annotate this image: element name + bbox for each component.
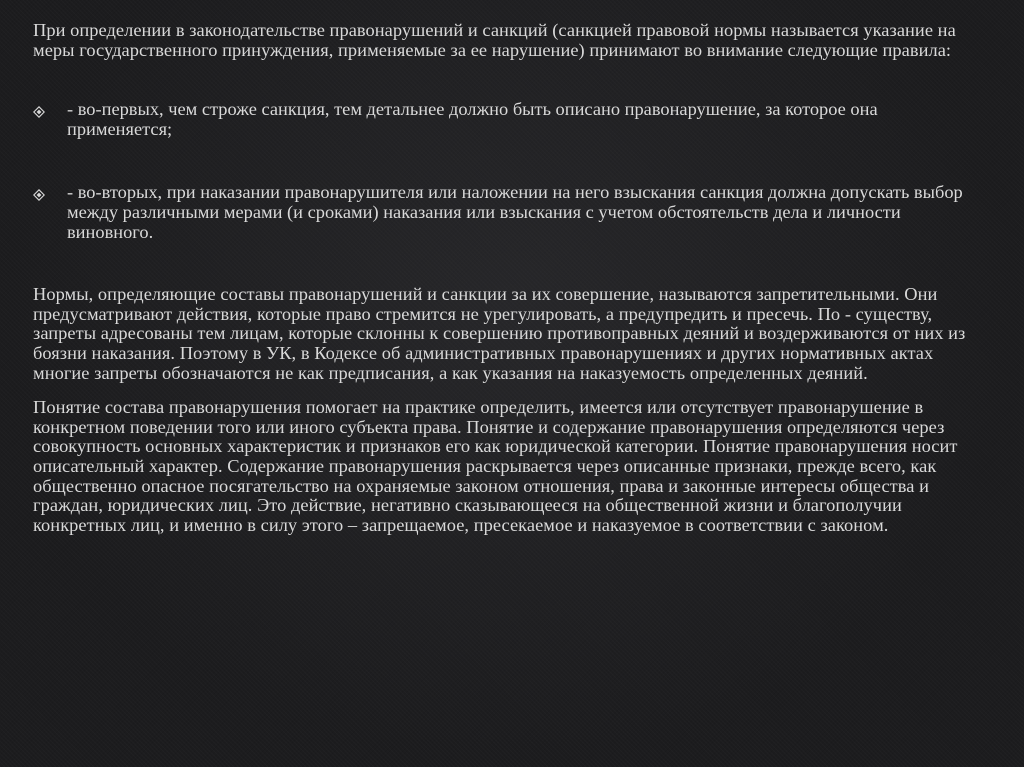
diamond-bullet-icon (33, 183, 67, 201)
bullet-item-2 (33, 183, 980, 242)
intro-paragraph: При определении в законодательстве правонарушений и санкций (санкцией правовой нормы называется указание на меры государственного принуждения, применяемые за ее нарушение) принимают во внимание следующие правила: (33, 20, 956, 60)
bullet-text-1: - во-первых, чем строже санкция, тем детальнее должно быть описано правонарушение, за которое она применяется; (67, 99, 878, 139)
bullet-item-1 (33, 100, 980, 139)
paragraph-prohibitive-norms: Нормы, определяющие составы правонарушений и санкции за их совершение, называются запретительными. Они предусматривают действия, которые право стремится не урегулировать, а предупредить и пресечь. По - существу, запреты адресованы тем лицам, которые склонны к совершению противоправных деяний и воздерживаются от них из боязни наказания. Поэтому в УК, в Кодексе об административных правонарушениях и других нормативных актах многие запреты обозначаются не как предписания, а как указания на наказуемость определенных деяний. (33, 284, 966, 383)
paragraph-offense-concept: Понятие состава правонарушения помогает на практике определить, имеется или отсутствует правонарушение в конкретном поведении того или иного субъекта права. Понятие и содержание правонарушения определяются через совокупность основных характеристик и признаков его как юридической категории. Понятие правонарушения носит описательный характер. Содержание правонарушения раскрывается через описанные признаки, прежде всего, как общественно опасное посягательство на охраняемые законом отношения, права и законные интересы общества и граждан, юридических лиц. Это действие, негативно сказывающееся на общественной жизни и благополучии конкретных лиц, и именно в силу этого – запрещаемое, пресекаемое и наказуемое в соответствии с законом. (33, 397, 958, 535)
bullet-text-2: - во-вторых, при наказании правонарушителя или наложении на него взыскания санкция должна допускать выбор между различными мерами (и сроками) наказания или взыскания с учетом обстоятельств дела и личности виновного. (67, 182, 963, 242)
diamond-bullet-icon (33, 100, 67, 118)
